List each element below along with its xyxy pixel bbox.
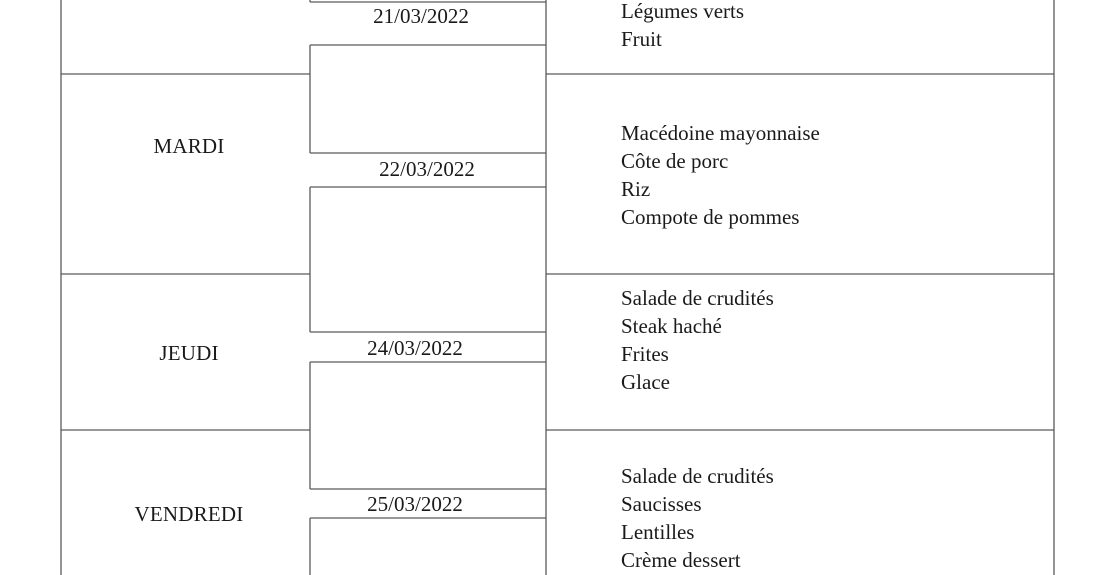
dish-item: Légumes verts bbox=[621, 0, 745, 23]
dish-item: Lentilles bbox=[621, 520, 695, 544]
dish-list bbox=[621, 119, 820, 231]
dish-item: Steak haché bbox=[621, 314, 722, 338]
dish-item: Fruit bbox=[621, 27, 662, 51]
dish-item: Salade de crudités bbox=[621, 464, 774, 488]
dish-item: Côte de porc bbox=[621, 149, 729, 173]
date-label: 25/03/2022 bbox=[367, 492, 463, 516]
dish-item: Riz bbox=[621, 177, 651, 201]
day-label: MARDI bbox=[153, 134, 225, 158]
dish-item: Saucisses bbox=[621, 492, 702, 516]
dish-item: Frites bbox=[621, 342, 669, 366]
dish-item: Salade de crudités bbox=[621, 286, 774, 310]
dish-item: Macédoine mayonnaise bbox=[621, 121, 820, 145]
date-label: 24/03/2022 bbox=[367, 336, 463, 360]
dish-list bbox=[621, 462, 774, 574]
dish-list bbox=[621, 0, 744, 53]
day-label: VENDREDI bbox=[134, 502, 244, 526]
dish-item: Compote de pommes bbox=[621, 205, 800, 229]
day-label: JEUDI bbox=[159, 341, 219, 365]
dish-list bbox=[621, 284, 774, 396]
dish-item: Crème dessert bbox=[621, 548, 741, 572]
dish-item: Glace bbox=[621, 370, 670, 394]
date-label: 22/03/2022 bbox=[379, 157, 475, 181]
date-label: 21/03/2022 bbox=[373, 4, 469, 28]
